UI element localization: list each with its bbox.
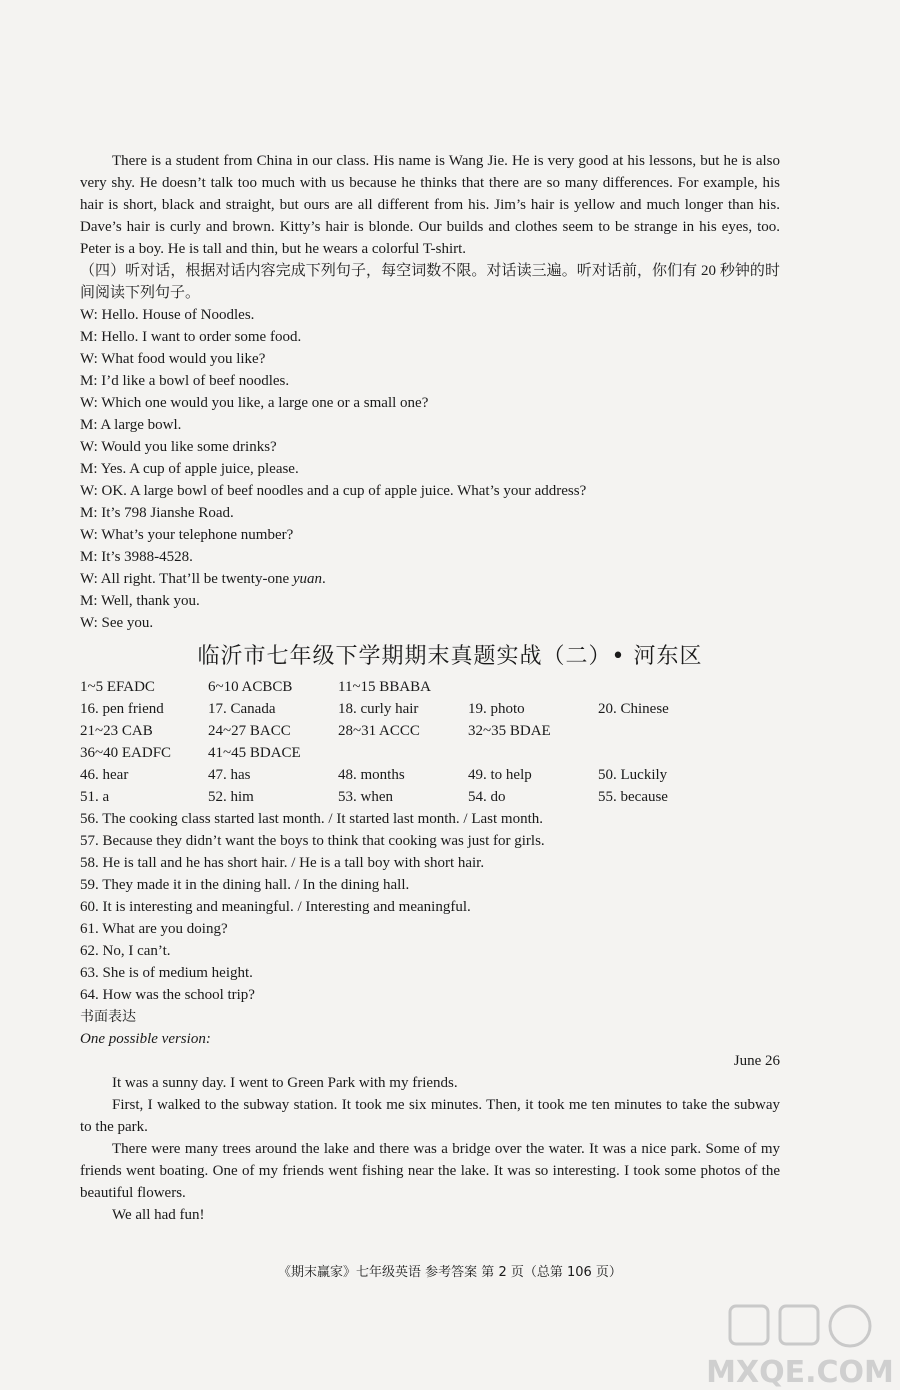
answer-cell: 36~40 EADFC xyxy=(80,745,172,761)
answer-cell xyxy=(468,742,598,764)
essay-paragraph: First, I walked to the subway station. It took me six minutes. Then, it took me ten minutes to take the subway to the park. xyxy=(80,1097,780,1135)
sentence-answers xyxy=(80,808,780,1006)
answer-row xyxy=(80,676,780,698)
dialog-line: M: It’s 3988-4528. xyxy=(80,549,193,565)
version-label: One possible version: xyxy=(80,1031,211,1047)
writing-label: 书面表达 xyxy=(80,1009,136,1025)
sentence-answer: 58. He is tall and he has short hair. / He is a tall boy with short hair. xyxy=(80,855,485,871)
answer-cell: 11~15 BBABA xyxy=(338,679,431,695)
sentence-answer: 63. She is of medium height. xyxy=(80,965,253,981)
dialog-line: M: Yes. A cup of apple juice, please. xyxy=(80,461,299,477)
listening-passage: There is a student from China in our class. His name is Wang Jie. He is very good at his lessons, but he is also very shy. He doesn’t talk too much with us because he thinks that there are so many differences. For example, his hair is short, black and straight, but ours are all different from his. Jim’s hair is yellow and much longer than his. Dave’s hair is curly and brown. Kitty’s hair is blonde. Our builds and clothes seem to be strange in his eyes, too. Peter is a boy. He is tall and thin, but he wears a colorful T-shirt. xyxy=(80,153,780,257)
answer-cell: 54. do xyxy=(468,789,506,805)
currency-word: yuan xyxy=(292,571,323,587)
answer-row xyxy=(80,698,780,720)
answer-cell: 51. a xyxy=(80,789,110,805)
essay-paragraph: It was a sunny day. I went to Green Park with my friends. xyxy=(112,1075,458,1091)
answer-cell xyxy=(598,742,718,764)
answer-cell: 24~27 BACC xyxy=(208,723,291,739)
answer-row xyxy=(80,720,780,742)
answer-cell: 52. him xyxy=(208,789,254,805)
answer-cell: 32~35 BDAE xyxy=(468,723,551,739)
answer-cell: 6~10 ACBCB xyxy=(208,679,293,695)
essay-paragraph: There were many trees around the lake and there was a bridge over the water. It was a nice park. Some of my friends went boating. One of my friends went fishing near the lake. It was so interesting. I took some photos of the beautiful flowers. xyxy=(80,1141,780,1201)
answer-cell: 28~31 ACCC xyxy=(338,723,420,739)
answer-row xyxy=(80,764,780,786)
answer-cell: 47. has xyxy=(208,767,251,783)
essay-paragraph: We all had fun! xyxy=(112,1207,205,1223)
answer-cell: 16. pen friend xyxy=(80,701,164,717)
answer-cell: 17. Canada xyxy=(208,701,276,717)
sentence-answer: 64. How was the school trip? xyxy=(80,987,255,1003)
watermark-logo xyxy=(700,1300,900,1390)
essay-date: June 26 xyxy=(733,1053,780,1069)
dialog-transcript xyxy=(80,304,780,634)
answer-cell xyxy=(468,676,598,698)
answer-cell: 49. to help xyxy=(468,767,532,783)
answer-cell xyxy=(338,742,468,764)
dialog-line: M: It’s 798 Jianshe Road. xyxy=(80,505,234,521)
sentence-answer: 59. They made it in the dining hall. / In the dining hall. xyxy=(80,877,410,893)
sentence-answer: 57. Because they didn’t want the boys to think that cooking was just for girls. xyxy=(80,833,545,849)
page-footer: 《期末赢家》七年级英语 参考答案 第 2 页（总第 106 页） xyxy=(278,1265,622,1280)
dialog-line: W: See you. xyxy=(80,615,154,631)
answer-page xyxy=(80,150,780,1226)
answer-row xyxy=(80,786,780,808)
section-title: 临沂市七年级下学期期末真题实战（二）• 河东区 xyxy=(197,644,703,669)
sentence-answer: 56. The cooking class started last month. / It started last month. / Last month. xyxy=(80,811,543,827)
answer-cell xyxy=(598,676,718,698)
answer-cell: 18. curly hair xyxy=(338,701,419,717)
watermark-text: MXQE.COM xyxy=(706,1355,894,1390)
dialog-line-text: W: All right. That’ll be twenty-one xyxy=(80,571,293,587)
answer-cell: 41~45 BDACE xyxy=(208,745,301,761)
dialog-line: W: Hello. House of Noodles. xyxy=(80,307,255,323)
dialog-line: M: A large bowl. xyxy=(80,417,182,433)
dialog-line-period: . xyxy=(322,571,326,587)
dialog-line: W: What food would you like? xyxy=(80,351,266,367)
model-essay xyxy=(80,1072,780,1226)
dialog-line: M: Well, thank you. xyxy=(80,593,200,609)
answer-cell: 19. photo xyxy=(468,701,525,717)
answer-cell: 46. hear xyxy=(80,767,129,783)
dialog-line: W: Which one would you like, a large one or a small one? xyxy=(80,395,429,411)
dialog-line: M: I’d like a bowl of beef noodles. xyxy=(80,373,290,389)
answer-cell: 21~23 CAB xyxy=(80,723,153,739)
sentence-answer: 62. No, I can’t. xyxy=(80,943,171,959)
sentence-answer: 61. What are you doing? xyxy=(80,921,228,937)
answer-cell: 53. when xyxy=(338,789,393,805)
answer-cell: 20. Chinese xyxy=(598,701,669,717)
answer-cell: 55. because xyxy=(598,789,668,805)
dialog-line: W: OK. A large bowl of beef noodles and a cup of apple juice. What’s your address? xyxy=(80,483,587,499)
dialog-line-yuan xyxy=(80,568,780,590)
answer-cell xyxy=(598,720,718,742)
answer-cell: 50. Luckily xyxy=(598,767,668,783)
answer-cell: 1~5 EFADC xyxy=(80,679,155,695)
sentence-answer: 60. It is interesting and meaningful. / Interesting and meaningful. xyxy=(80,899,471,915)
dialog-line: M: Hello. I want to order some food. xyxy=(80,329,302,345)
answer-grid xyxy=(80,676,780,808)
dialog-line: W: Would you like some drinks? xyxy=(80,439,277,455)
dialog-line: W: What’s your telephone number? xyxy=(80,527,294,543)
part4-instruction: （四）听对话，根据对话内容完成下列句子，每空词数不限。对话读三遍。听对话前，你们有 20 秒钟的时间阅读下列句子。 xyxy=(80,263,780,301)
answer-cell: 48. months xyxy=(338,767,405,783)
answer-row xyxy=(80,742,780,764)
